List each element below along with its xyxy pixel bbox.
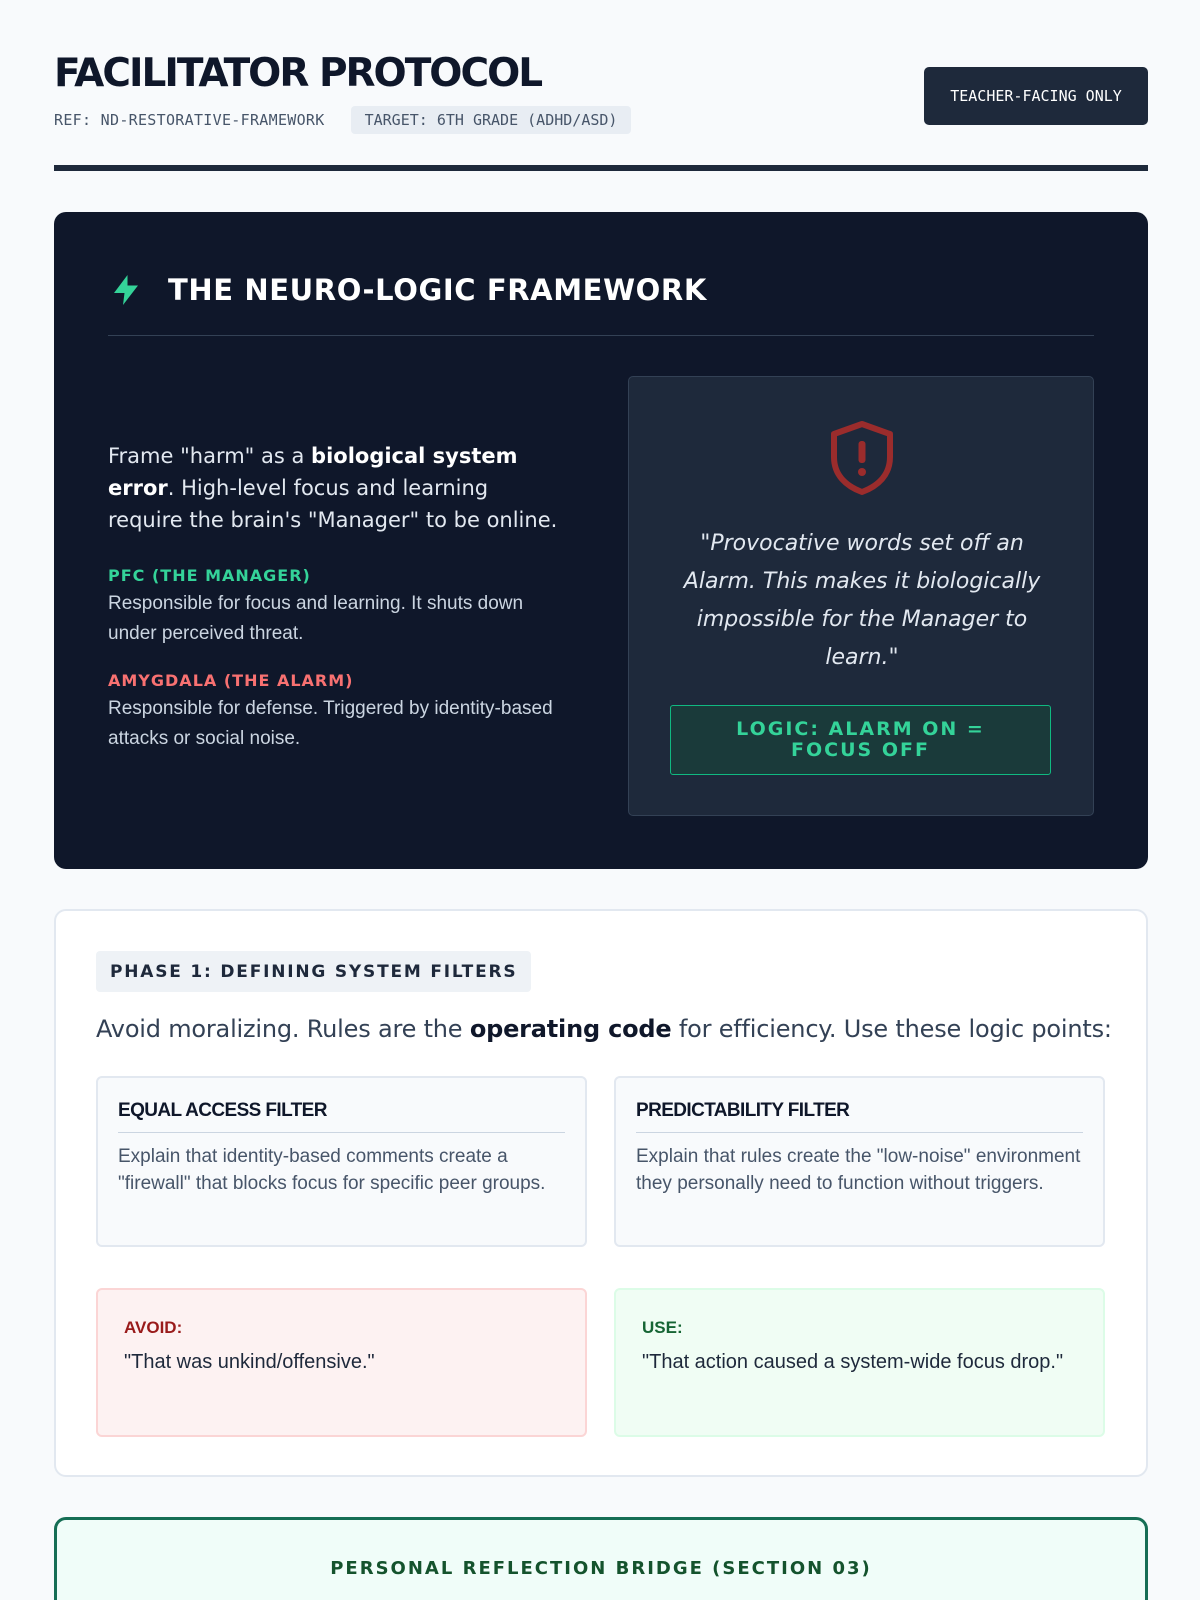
meta-row <box>54 106 631 134</box>
avoid-example-card <box>96 1288 587 1437</box>
use-example-card <box>614 1288 1105 1437</box>
personal-reflection-bridge-card <box>54 1517 1148 1600</box>
term-label-amygdala: AMYGDALA (THE ALARM) <box>108 671 354 690</box>
framework-explanation <box>108 440 568 754</box>
intro-emphasis: biological system error <box>108 444 518 500</box>
equal-access-filter-card <box>96 1076 587 1247</box>
phase-1-tag: PHASE 1: DEFINING SYSTEM FILTERS <box>96 951 531 992</box>
avoid-label: AVOID: <box>124 1318 183 1337</box>
alarm-quote: "Provocative words set off an Alarm. This makes it biologically impossible for the Manager to learn." <box>683 531 1041 670</box>
framework-title: THE NEURO-LOGIC FRAMEWORK <box>168 273 707 307</box>
predictability-filter-card <box>614 1076 1105 1247</box>
target-audience-tag: TARGET: 6TH GRADE (ADHD/ASD) <box>351 106 632 134</box>
filter-title: EQUAL ACCESS FILTER <box>118 1100 565 1133</box>
term-desc-pfc: Responsible for focus and learning. It shuts down under perceived threat. <box>108 593 524 644</box>
framework-intro: Frame "harm" as a biological system error. High-level focus and learning require the brain's "Manager" to be online. <box>108 444 558 532</box>
shield-alert-icon <box>827 419 897 497</box>
avoid-phrase: "That was unkind/offensive." <box>124 1351 375 1373</box>
use-label: USE: <box>642 1318 683 1337</box>
framework-header <box>108 270 1094 336</box>
neuro-logic-framework-card <box>54 212 1148 869</box>
phase-1-lead: Avoid moralizing. Rules are the operating code for efficiency. Use these logic points: <box>96 1015 1112 1043</box>
term-label-pfc: PFC (THE MANAGER) <box>108 566 311 585</box>
lead-emphasis: operating code <box>469 1015 672 1043</box>
teacher-only-badge: TEACHER-FACING ONLY <box>924 67 1148 125</box>
filter-description: Explain that identity-based comments create a "firewall" that blocks focus for specific peer groups. <box>118 1146 546 1194</box>
bridge-title: PERSONAL REFLECTION BRIDGE (SECTION 03) <box>330 1558 872 1579</box>
lightning-bolt-icon <box>108 272 144 308</box>
term-desc-amygdala: Responsible for defense. Triggered by identity-based attacks or social noise. <box>108 698 553 749</box>
logic-callout: LOGIC: ALARM ON = FOCUS OFF <box>670 705 1051 775</box>
page-header <box>54 48 1148 170</box>
alarm-quote-panel <box>628 376 1094 816</box>
use-phrase: "That action caused a system-wide focus drop." <box>642 1351 1064 1373</box>
reference-code: REF: ND-RESTORATIVE-FRAMEWORK <box>54 111 325 129</box>
filter-description: Explain that rules create the "low-noise" environment they personally need to function without triggers. <box>636 1146 1081 1194</box>
header-divider <box>54 165 1148 171</box>
phase-1-card <box>54 909 1148 1477</box>
filter-title: PREDICTABILITY FILTER <box>636 1100 1083 1133</box>
document-title: FACILITATOR PROTOCOL <box>54 51 542 96</box>
